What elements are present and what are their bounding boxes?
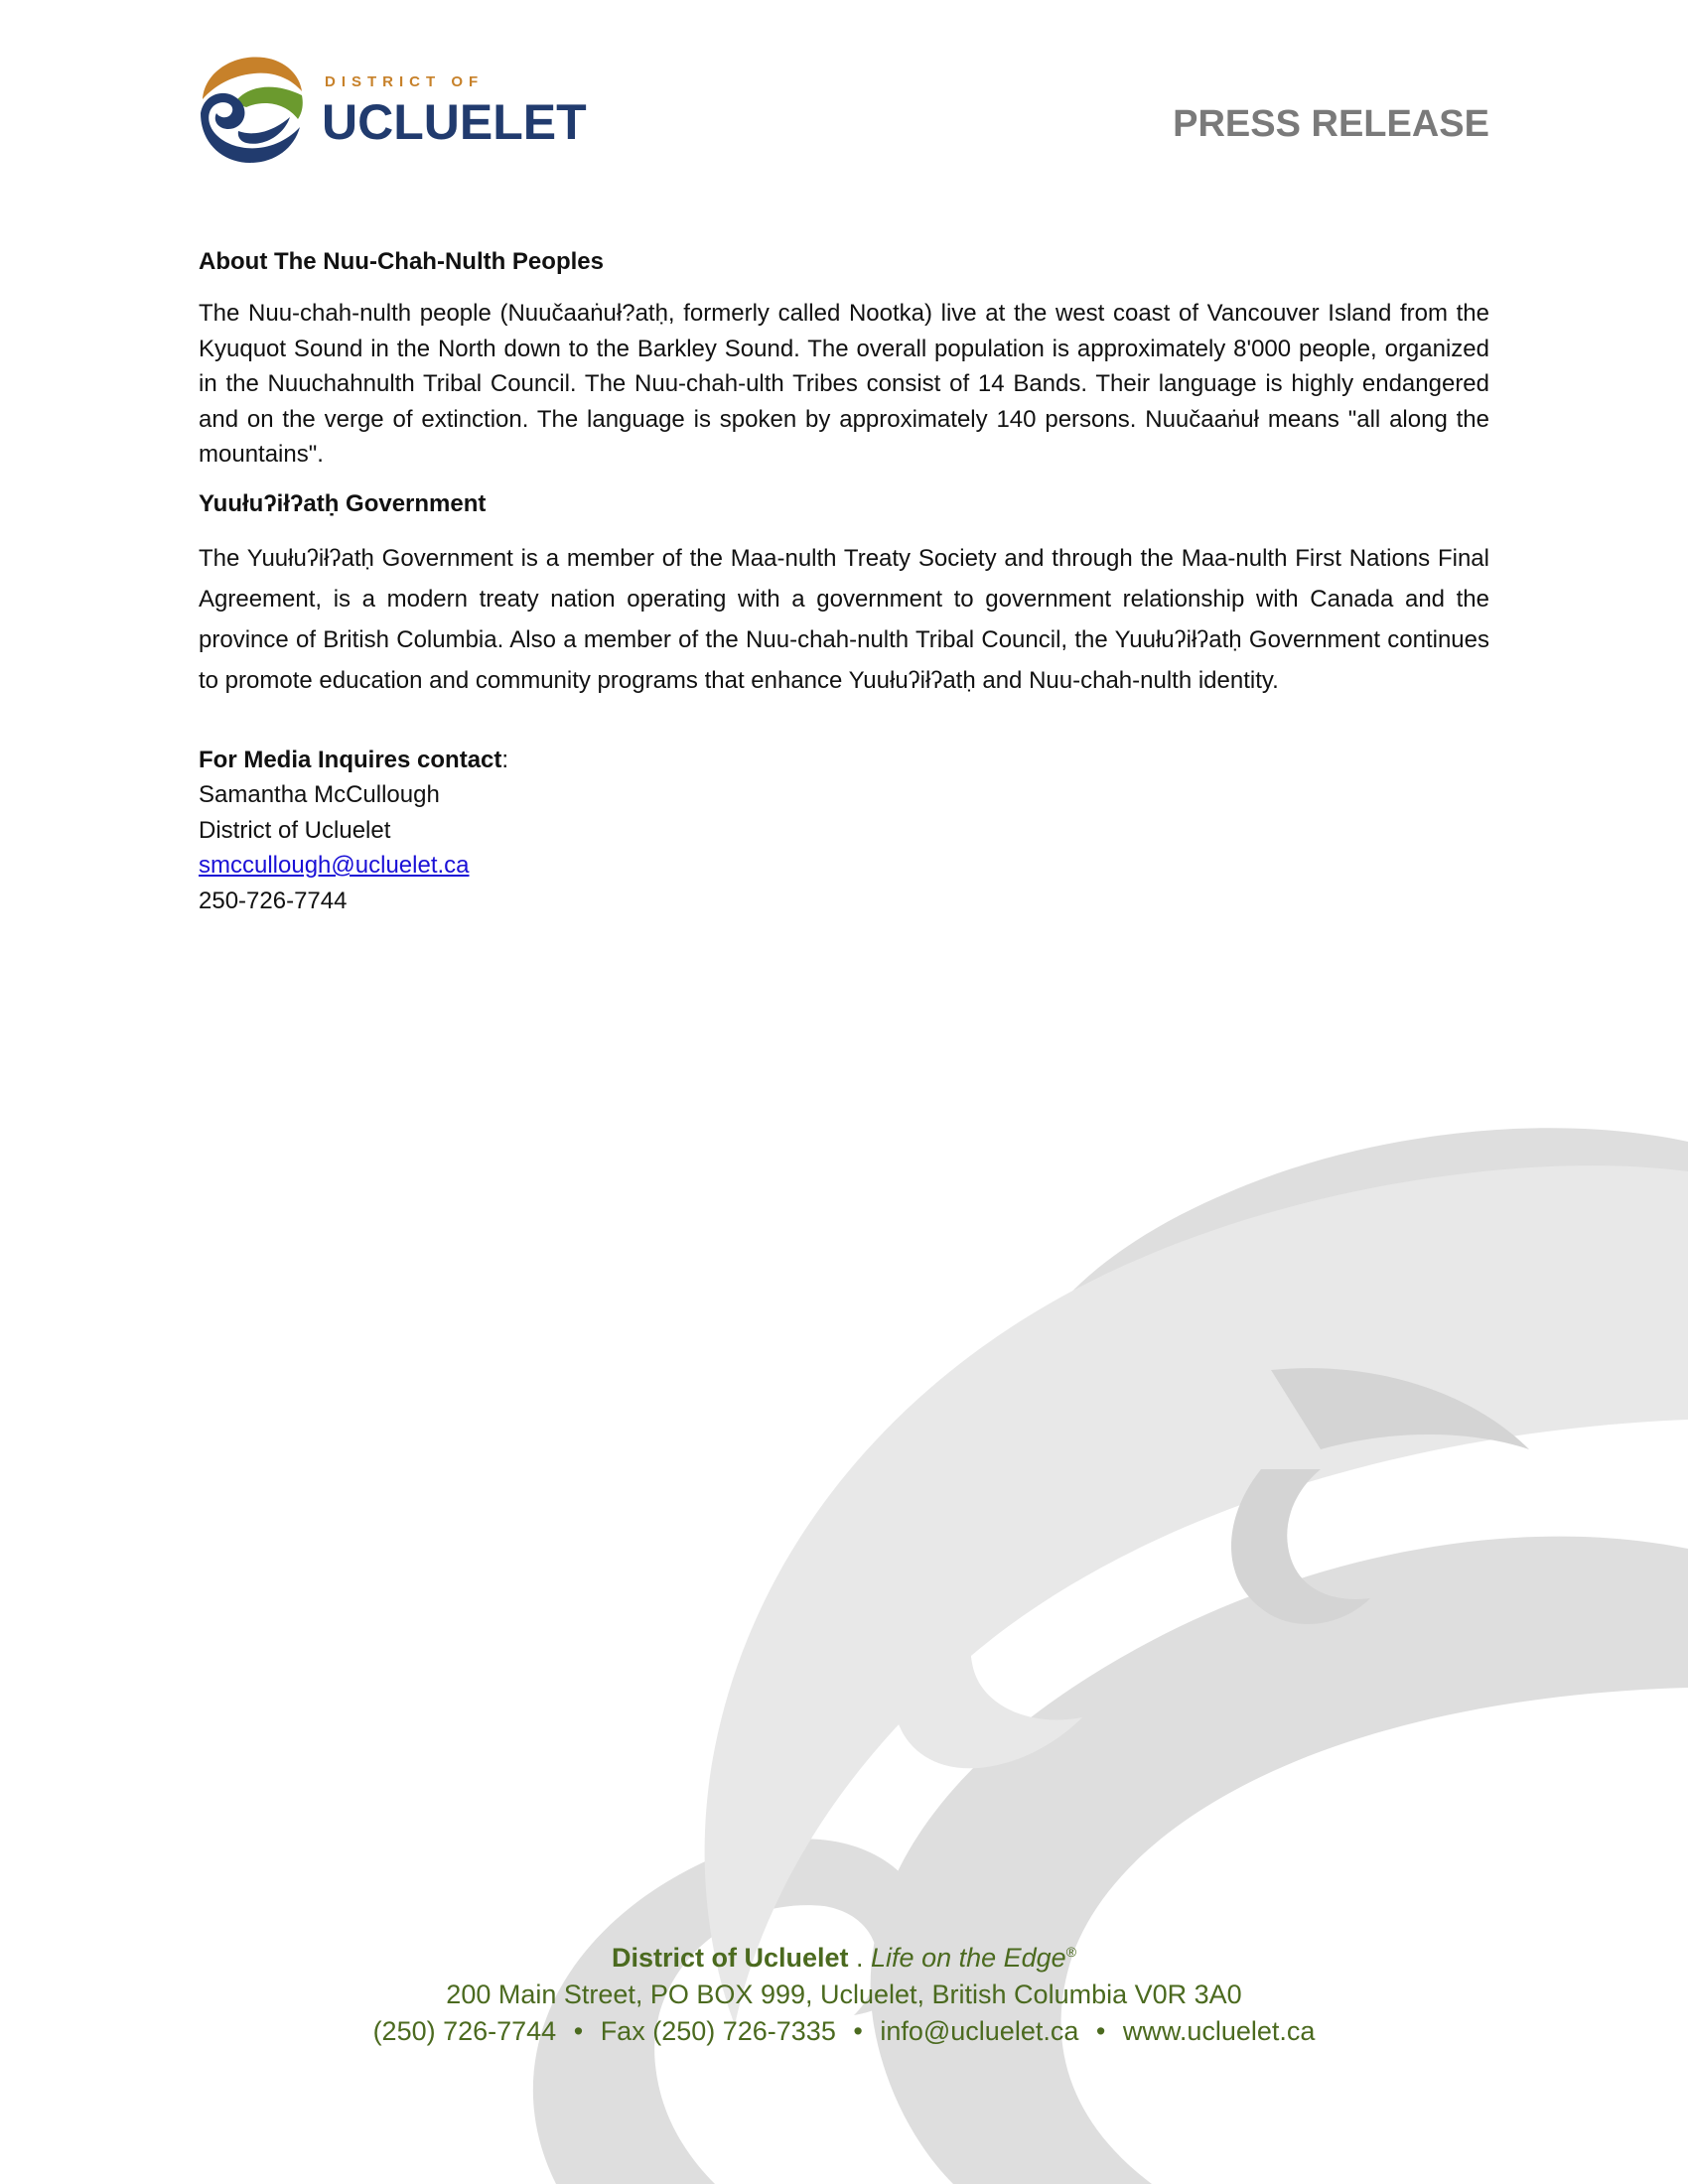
footer-org-line (0, 1934, 1688, 1977)
bullet-separator: • (573, 2016, 584, 2046)
bullet-separator: • (1095, 2016, 1106, 2046)
section-heading-government: Yuułuʔiłʔatḥ Government (199, 489, 487, 517)
contact-phone: 250-726-7744 (199, 887, 348, 914)
ucluelet-wave-logo-icon (195, 52, 308, 165)
footer-email[interactable]: info@ucluelet.ca (880, 2016, 1079, 2046)
bullet-separator: • (853, 2016, 863, 2046)
logo-ucluelet-text: UCLUELET (322, 94, 587, 150)
footer-contact-line (0, 2013, 1688, 2050)
letterhead-footer (0, 1934, 1688, 2050)
district-logo (195, 52, 587, 171)
contact-label-colon: : (501, 746, 509, 773)
press-release-title: PRESS RELEASE (1173, 103, 1489, 145)
contact-email-link[interactable]: smccullough@ucluelet.ca (199, 852, 470, 879)
logo-district-of-text: DISTRICT OF (325, 73, 485, 90)
section-paragraph-government: The Yuułuʔiłʔatḥ Government is a member of the Maa-nulth Treaty Society and through the Maa-nulth First Nations Final Agreement, is a modern treaty nation operating with a government to government relationship with Canada and the province of British Columbia. Also a member of the Nuu-chah-nulth Tribal Council, the Yuułuʔiłʔatḥ Government continues to promote education and community programs that enhance Yuułuʔiłʔatḥ and Nuu-chah-nulth identity. (199, 544, 1489, 694)
footer-org-name: District of Ucluelet (611, 1943, 849, 1973)
footer-website[interactable]: www.ucluelet.ca (1122, 2016, 1316, 2046)
contact-label: For Media Inquires contact (199, 746, 502, 773)
footer-dot: . (848, 1943, 872, 1973)
footer-tagline: Life on the Edge (871, 1943, 1066, 1973)
section-paragraph-nuu-chah-nulth: The Nuu-chah-nulth people (Nuučaaṅuł?atḥ, formerly called Nootka) live at the west coast of Vancouver Island from the Kyuquot Sound in the North down to the Barkley Sound. The overall population is approximately 8'000 people, organized in the Nuuchahnulth Tribal Council. The Nuu-chah-ulth Tribes consist of 14 Bands. Their language is highly endangered and on the verge of extinction. The language is spoken by approximately 140 persons. Nuučaaṅuł means "all along the mountains". (199, 300, 1489, 468)
contact-label-line (199, 743, 1489, 778)
media-contact-block (199, 743, 1489, 919)
footer-phone: (250) 726-7744 (372, 2016, 557, 2046)
document-body (199, 242, 1489, 918)
contact-organization: District of Ucluelet (199, 816, 391, 844)
contact-name: Samantha McCullough (199, 781, 440, 808)
footer-fax: Fax (250) 726-7335 (600, 2016, 836, 2046)
footer-address: 200 Main Street, PO BOX 999, Ucluelet, British Columbia V0R 3A0 (446, 1979, 1242, 2009)
registered-mark: ® (1065, 1944, 1077, 1960)
section-heading-nuu-chah-nulth: About The Nuu-Chah-Nulth Peoples (199, 248, 604, 275)
